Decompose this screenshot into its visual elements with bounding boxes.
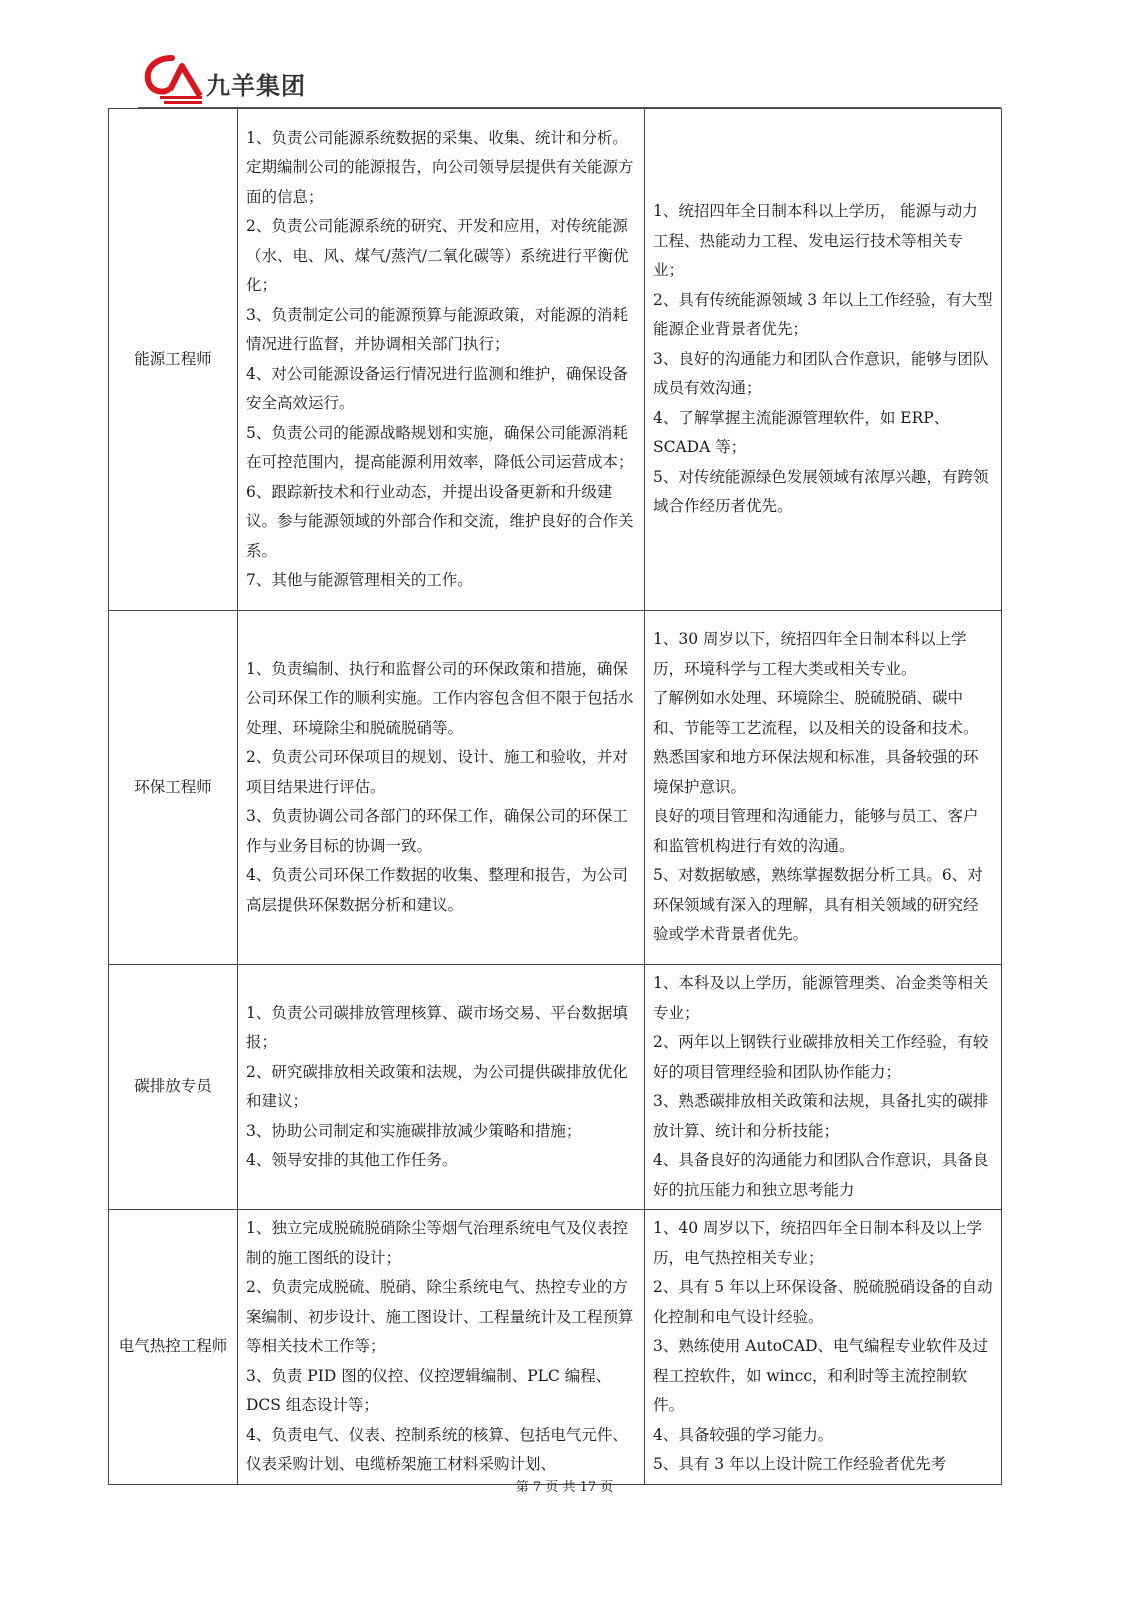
footer-page-number: 7 — [532, 1480, 542, 1495]
requirement-item: 良好的项目管理和沟通能力，能够与员工、客户和监管机构进行有效的沟通。 — [653, 807, 979, 855]
job-title: 能源工程师 — [109, 109, 238, 611]
requirement-item: 3、熟练使用 AutoCAD、电气编程专业软件及过程工控软件，如 wincc，和利时等主流控制软件。 — [653, 1337, 989, 1414]
requirement-item: 2、具有 5 年以上环保设备、脱硫脱硝设备的自动化控制和电气设计经验。 — [653, 1278, 993, 1326]
job-row — [109, 965, 1002, 1210]
job-title: 环保工程师 — [109, 611, 238, 965]
job-title: 电气热控工程师 — [109, 1210, 238, 1485]
requirement-item: 2、具有传统能源领域 3 年以上工作经验，有大型能源企业背景者优先； — [653, 290, 993, 339]
duty-item: 1、负责公司碳排放管理核算、碳市场交易、平台数据填报； — [246, 1003, 628, 1051]
job-duties — [238, 611, 645, 965]
job-duties — [238, 109, 645, 611]
requirement-item: 2、两年以上钢铁行业碳排放相关工作经验，有较好的项目管理经验和团队协作能力； — [653, 1033, 989, 1081]
requirement-item: 3、熟悉碳排放相关政策和法规，具备扎实的碳排放计算、统计和分析技能； — [653, 1092, 989, 1140]
requirement-item: 4、具备较强的学习能力。 — [653, 1425, 834, 1444]
job-title: 碳排放专员 — [109, 965, 238, 1210]
duty-item: 5、负责公司的能源战略规划和实施，确保公司能源消耗在可控范围内，提高能源利用效率，降低公司运营成本； — [246, 423, 634, 471]
footer-total-pages: 17 — [579, 1480, 597, 1495]
footer-mid: 页 共 — [545, 1480, 576, 1495]
requirement-item: 3、良好的沟通能力和团队合作意识，能够与团队成员有效沟通； — [653, 349, 989, 398]
duty-item: 1、负责编制、执行和监督公司的环保政策和措施，确保公司环保工作的顺利实施。工作内容包含但不限于包括水处理、环境除尘和脱硫脱硝等。 — [246, 659, 634, 737]
duty-item: 3、协助公司制定和实施碳排放减少策略和措施； — [246, 1121, 582, 1140]
page-footer — [0, 1476, 1129, 1495]
duty-item: 3、负责 PID 图的仪控、仪控逻辑编制、PLC 编程、DCS 组态设计等； — [246, 1366, 612, 1414]
duty-item: 2、研究碳排放相关政策和法规，为公司提供碳排放优化和建议； — [246, 1062, 628, 1110]
job-requirements — [645, 611, 1002, 965]
duty-item: 4、对公司能源设备运行情况进行监测和维护，确保设备安全高效运行。 — [246, 364, 628, 412]
job-row — [109, 611, 1002, 965]
duty-item: 4、领导安排的其他工作任务。 — [246, 1151, 458, 1169]
requirement-item: 1、40 周岁以下，统招四年全日制本科及以上学历，电气热控相关专业； — [653, 1219, 983, 1267]
job-table — [108, 108, 1002, 1485]
requirement-item: 4、了解掌握主流能源管理软件，如 ERP、SCADA 等； — [653, 408, 950, 457]
requirement-item: 5、对数据敏感，熟练掌握数据分析工具。6、对环保领域有深入的理解，具有相关领域的研究经验或学术背景者优先。 — [653, 866, 983, 944]
duty-item: 7、其他与能源管理相关的工作。 — [246, 571, 473, 589]
requirement-item: 熟悉国家和地方环保法规和标准，具备较强的环境保护意识。 — [653, 748, 979, 796]
duty-item: 4、负责公司环保工作数据的收集、整理和报告，为公司高层提供环保数据分析和建议。 — [246, 866, 628, 914]
job-duties — [238, 1210, 645, 1485]
job-requirements — [645, 1210, 1002, 1485]
page-header — [142, 52, 1002, 106]
job-duties — [238, 965, 645, 1210]
job-row — [109, 1210, 1002, 1485]
duty-item: 1、负责公司能源系统数据的采集、收集、统计和分析。定期编制公司的能源报告，向公司领导层提供有关能源方面的信息； — [246, 128, 634, 206]
duty-item: 1、独立完成脱硫脱硝除尘等烟气治理系统电气及仪表控制的施工图纸的设计； — [246, 1219, 628, 1267]
company-name: 九羊集团 — [206, 72, 306, 100]
requirement-item: 1、30 周岁以下，统招四年全日制本科以上学历，环境科学与工程大类或相关专业。 — [653, 630, 967, 678]
requirement-item: 了解例如水处理、环境除尘、脱硫脱硝、碳中和、节能等工艺流程，以及相关的设备和技术。 — [653, 689, 979, 737]
duty-item: 3、负责制定公司的能源预算与能源政策，对能源的消耗情况进行监督，并协调相关部门执行； — [246, 305, 628, 353]
duty-item: 2、负责公司能源系统的研究、开发和应用，对传统能源（水、电、风、煤气/蒸汽/二氧化碳等）系统进行平衡优化； — [246, 217, 629, 294]
job-requirements — [645, 109, 1002, 611]
duty-item: 2、负责公司环保项目的规划、设计、施工和验收，并对项目结果进行评估。 — [246, 748, 628, 796]
company-logo-icon — [142, 52, 206, 106]
footer-prefix: 第 — [515, 1480, 529, 1495]
footer-suffix: 页 — [600, 1480, 614, 1495]
duty-item: 2、负责完成脱硫、脱硝、除尘系统电气、热控专业的方案编制、初步设计、施工图设计、工程量统计及工程预算等相关技术工作等； — [246, 1278, 634, 1355]
duty-item: 6、跟踪新技术和行业动态，并提出设备更新和升级建议。参与能源领域的外部合作和交流，维护良好的合作关系。 — [246, 482, 634, 560]
requirement-item: 5、具有 3 年以上设计院工作经验者优先考 — [653, 1455, 947, 1473]
requirement-item: 1、统招四年全日制本科以上学历， 能源与动力工程、热能动力工程、发电运行技术等相关专业； — [653, 202, 978, 280]
requirement-item: 4、具备良好的沟通能力和团队合作意识，具备良好的抗压能力和独立思考能力 — [653, 1151, 989, 1199]
job-row — [109, 109, 1002, 611]
job-requirements — [645, 965, 1002, 1210]
requirement-item: 5、对传统能源绿色发展领域有浓厚兴趣，有跨领域合作经历者优先。 — [653, 467, 989, 516]
duty-item: 3、负责协调公司各部门的环保工作，确保公司的环保工作与业务目标的协调一致。 — [246, 807, 628, 855]
requirement-item: 1、本科及以上学历，能源管理类、冶金类等相关专业； — [653, 974, 989, 1022]
duty-item: 4、负责电气、仪表、控制系统的核算、包括电气元件、仪表采购计划、电缆桥架施工材料采购计划、 — [246, 1425, 628, 1473]
